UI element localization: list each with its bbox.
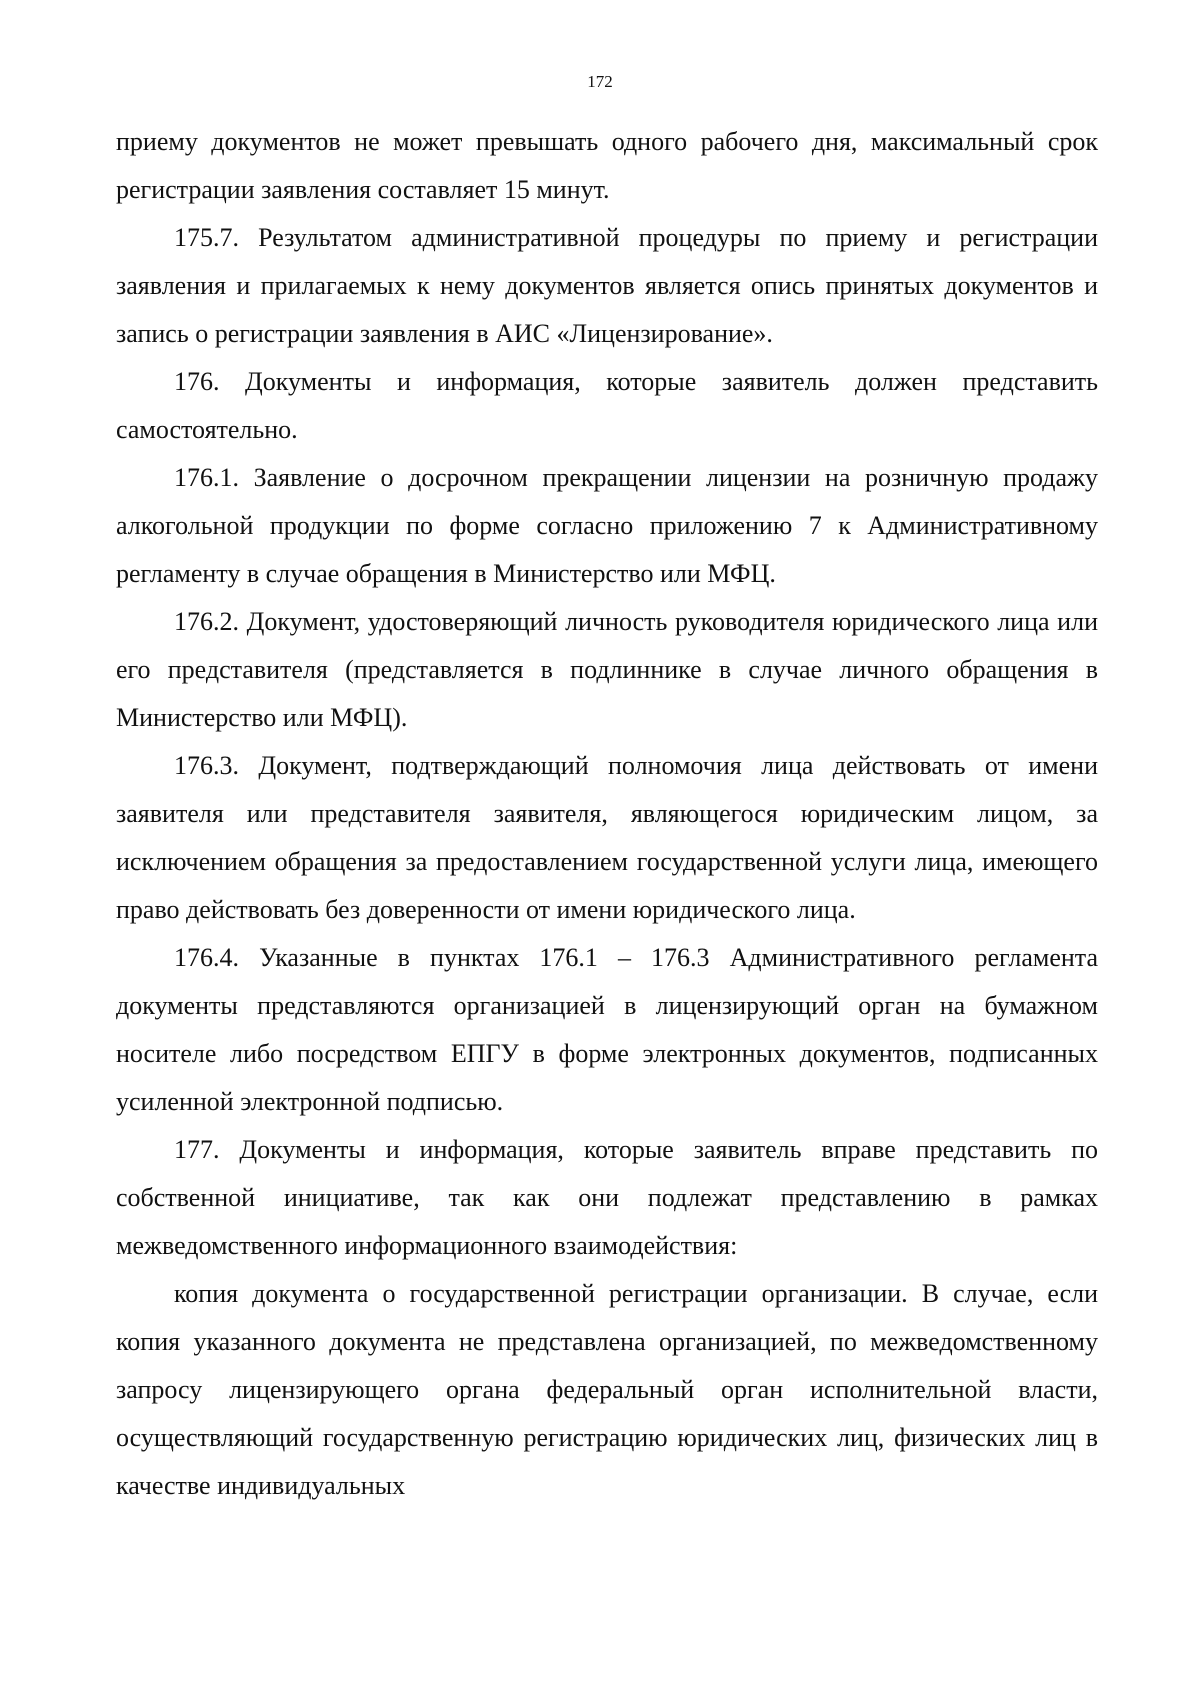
paragraph-176-2: 176.2. Документ, удостоверяющий личность руководителя юридического лица или его представителя (представляется в подлиннике в случае личного обращения в Министерство или МФЦ). bbox=[116, 607, 1098, 732]
paragraph-175-7: 175.7. Результатом административной процедуры по приему и регистрации заявления и прилагаемых к нему документов является опись принятых документов и запись о регистрации заявления в АИС «Лицензирование». bbox=[116, 223, 1098, 348]
document-body bbox=[116, 118, 1098, 1510]
paragraph-177: 177. Документы и информация, которые заявитель вправе представить по собственной инициативе, так как они подлежат представлению в рамках межведомственного информационного взаимодействия: bbox=[116, 1135, 1098, 1260]
paragraph-176-3: 176.3. Документ, подтверждающий полномочия лица действовать от имени заявителя или представителя заявителя, являющегося юридическим лицом, за исключением обращения за предоставлением государственной услуги лица, имеющего право действовать без доверенности от имени юридического лица. bbox=[116, 751, 1098, 924]
page-number: 172 bbox=[587, 72, 613, 91]
paragraph-registration-copy: копия документа о государственной регистрации организации. В случае, если копия указанного документа не представлена организацией, по межведомственному запросу лицензирующего органа федеральный орган исполнительной власти, осуществляющий государственную регистрацию юридических лиц, физических лиц в качестве индивидуальных bbox=[116, 1279, 1098, 1500]
paragraph-176-1: 176.1. Заявление о досрочном прекращении лицензии на розничную продажу алкогольной продукции по форме согласно приложению 7 к Административному регламенту в случае обращения в Министерство или МФЦ. bbox=[116, 463, 1098, 588]
paragraph-continuation: приему документов не может превышать одного рабочего дня, максимальный срок регистрации заявления составляет 15 минут. bbox=[116, 127, 1098, 204]
paragraph-176: 176. Документы и информация, которые заявитель должен представить самостоятельно. bbox=[116, 367, 1098, 444]
paragraph-176-4: 176.4. Указанные в пунктах 176.1 – 176.3 Административного регламента документы представляются организацией в лицензирующий орган на бумажном носителе либо посредством ЕПГУ в форме электронных документов, подписанных усиленной электронной подписью. bbox=[116, 943, 1098, 1116]
